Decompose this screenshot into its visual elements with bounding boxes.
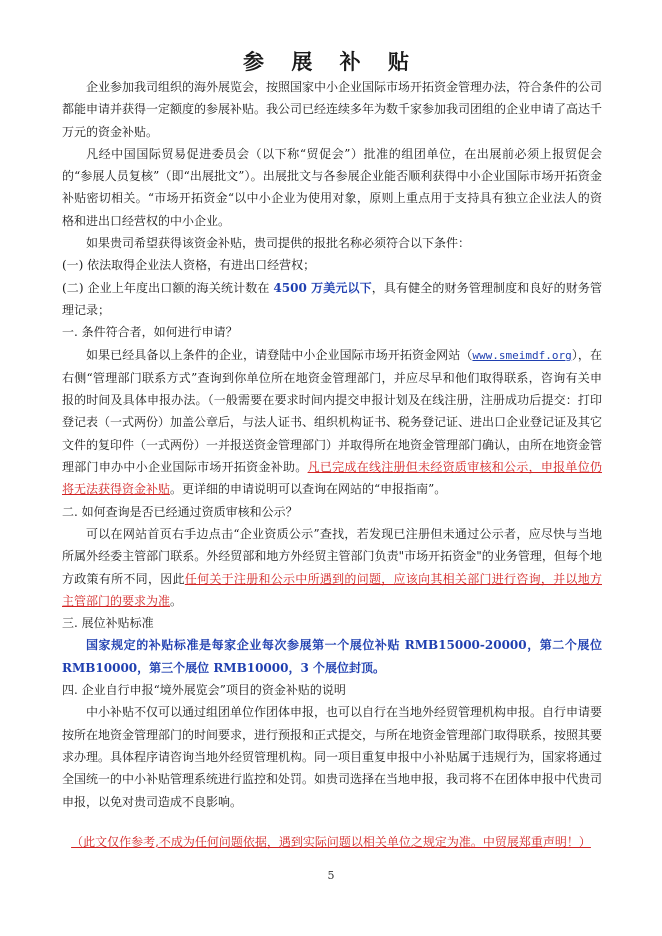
condition-2 [62, 277, 602, 322]
section-heading-4: 四. 企业自行申报“境外展览会”项目的资金补贴的说明 [62, 683, 346, 698]
ccpit-paragraph: 凡经中国国际贸易促进委员会（以下称“贸促会”）批准的组团单位，在出展前必须上报贸促会的“参展人员复核”（即“出展批文”）。出展批文与各参展企业能否顺利获得中小企业国际市场开拓资金补贴密切相关。“市场开拓资金“以中小企业为使用对象，原则上重点用于支持具有独立企业法人的资格和进出口经营权的中小企业。 [62, 146, 602, 228]
subsidy-standard: 国家规定的补贴标准是每家企业每次参展第一个展位补贴 RMB15000-20000，第二个展位 RMB10000，第三个展位 RMB10000，3 个展位封顶。 [62, 638, 602, 675]
export-limit-highlight: 4500 万美元以下 [273, 280, 372, 295]
section-heading-1: 一. 条件符合者，如何进行申请？ [62, 325, 238, 340]
intro-paragraph: 企业参加我司组织的海外展览会，按照国家中小企业国际市场开拓资金管理办法，符合条件的公司都能申请并获得一定额度的参展补贴。我公司已经连续多年为数千家参加我司团组的企业申请了高达千万元的资金补贴。 [62, 80, 603, 139]
section-heading-2: 二. 如何查询是否已经通过资质审核和公示？ [62, 504, 298, 519]
section-1-body [62, 344, 602, 501]
section-2-text-b: 。 [170, 593, 183, 608]
section-1-text-a: 如果已经具备以上条件的企业，请登陆中小企业国际市场开拓资金网站（ [86, 347, 473, 362]
website-link[interactable]: www.smeimdf.org [472, 348, 572, 362]
section-2-body [62, 523, 602, 612]
condition-2-text-a: (二) 企业上年度出口额的海关统计数在 [62, 280, 274, 295]
section-2-warning: 任何关于注册和公示中所遇到的问题，应该向其相关部门进行咨询，并以地方主管部门的要求为准 [62, 571, 602, 608]
section-1-text-b: ），在右侧“管理部门联系方式”查询到你单位所在地资金管理部门，并应尽早和他们取得联系，咨询有关申报的时间及具体申报办法。（一般需要在要求时间内提交申报计划及在线注册，注册成功后提交：打印登记表（一式两份）加盖公章后，与法人证书、组织机构证书、税务登记证、进出口企业登记证及其它文件的复印件（一式两份）一并报送资金管理部门）并取得所在地资金管理部门确认，由所在地资金管理部门申办中小企业国际市场开拓资金补助。 [62, 347, 603, 475]
section-4-body: 中小补贴不仅可以通过组团单位作团体申报，也可以自行在当地外经贸管理机构申报。自行申请要按所在地资金管理部门的时间要求，进行预报和正式提交，与所在地资金管理部门取得联系，按照其要求办理。具体程序请咨询当地外经贸管理机构。同一项目重复申报中小补贴属于违规行为，国家将通过全国统一的中小补贴管理系统进行监控和处罚。如贵司选择在当地申报，我司将不在团体申报中代贵司申报，以免对贵司造成不良影响。 [62, 705, 603, 809]
section-1-text-c: 。更详细的申请说明可以查询在网站的“申报指南”。 [170, 482, 447, 497]
disclaimer-text: （此文仅作参考,不成为任何问题依据，遇到实际问题以相关单位之规定为准。中贸展郑重声明！） [71, 835, 591, 849]
section-heading-3: 三. 展位补贴标准 [62, 616, 154, 631]
conditions-intro: 如果贵司希望获得该资金补贴，贵司提供的报批名称必须符合以下条件： [86, 236, 471, 251]
page-number: 5 [327, 869, 335, 882]
disclaimer-notice [0, 833, 662, 850]
section-1-warning: 凡已完成在线注册但未经资质审核和公示，申报单位仍将无法获得资金补贴 [62, 460, 602, 497]
document-body [62, 76, 602, 813]
condition-2-text-b: ，具有健全的财务管理制度和良好的财务管理记录； [62, 280, 602, 317]
condition-1: (一) 依法取得企业法人资格，有进出口经营权； [62, 258, 316, 273]
section-2-text-a: 可以在网站首页右手边点击“企业资质公示”查找，若发现已注册但未通过公示者，应尽快与当地所属外经委主管部门联系。外经贸部和地方外经贸主管部门负责"市场开拓资金"的业务管理，但每个地方政策有所不同，因此 [62, 526, 602, 586]
page-title: 参 展 补 贴 [243, 50, 419, 74]
